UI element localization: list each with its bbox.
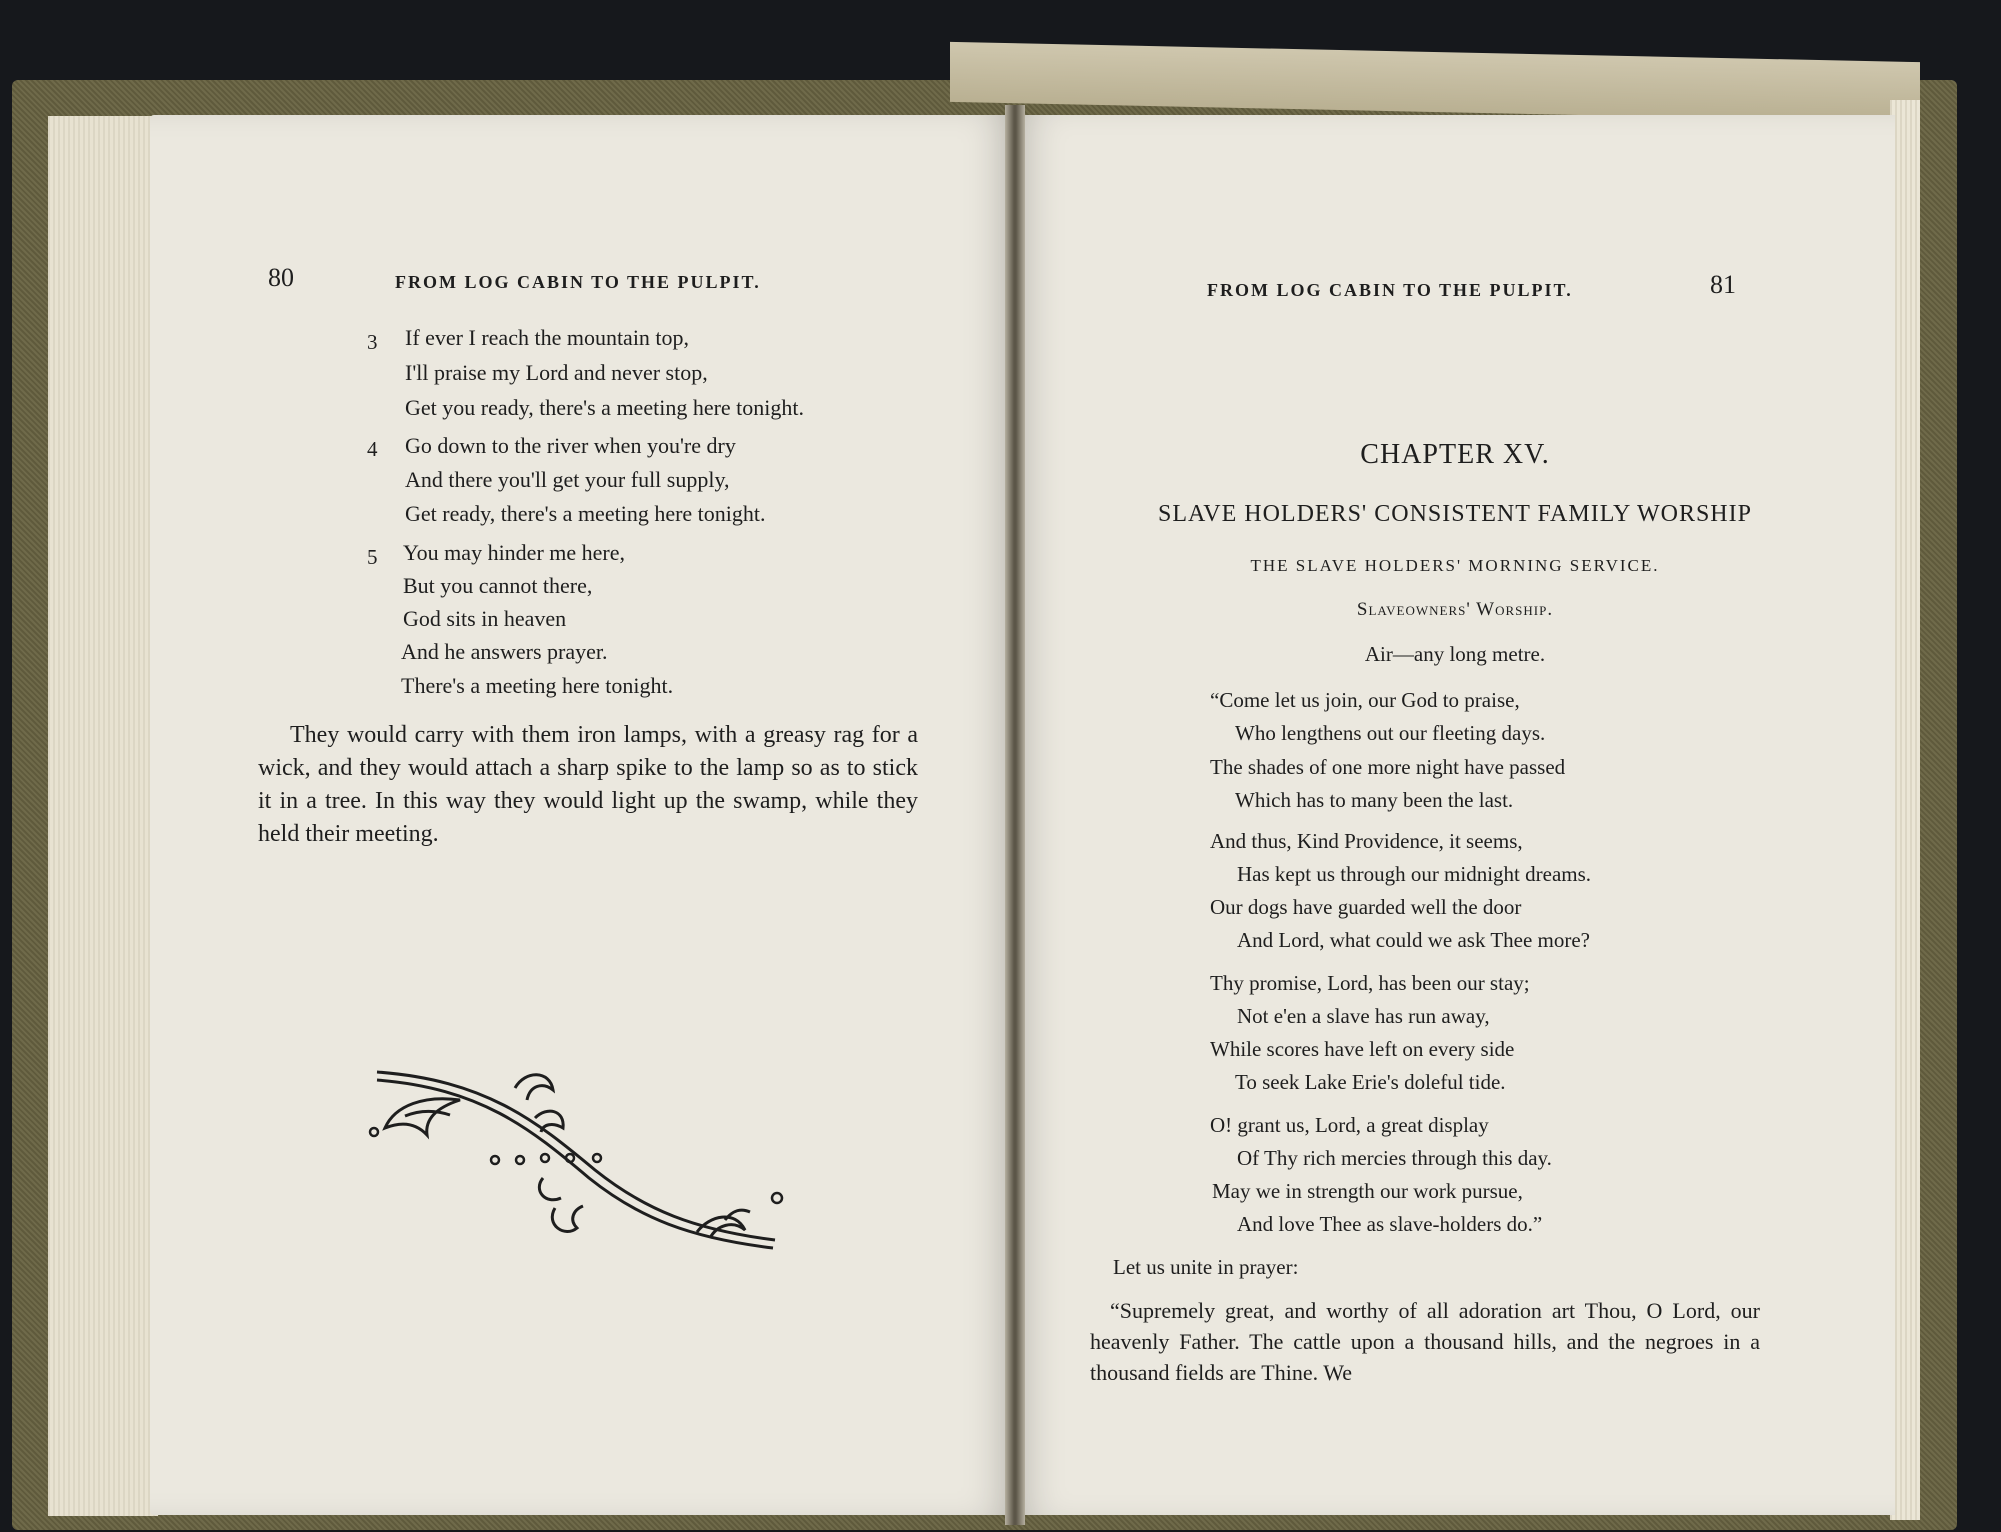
section-heading: Slaveowners' Worship. xyxy=(1356,599,1554,620)
hymn-line: Which has to many been the last. xyxy=(1235,788,1514,812)
hymn-line: Not e'en a slave has run away, xyxy=(1237,1004,1490,1028)
running-head-left: FROM LOG CABIN TO THE PULPIT. xyxy=(395,272,761,292)
hymn-line: Of Thy rich mercies through this day. xyxy=(1237,1146,1552,1170)
verse-line: And he answers prayer. xyxy=(401,639,608,664)
hymn-line: And love Thee as slave-holders do.” xyxy=(1237,1212,1543,1236)
hymn-line: And Lord, what could we ask Thee more? xyxy=(1237,928,1591,952)
hymn-line: Thy promise, Lord, has been our stay; xyxy=(1210,971,1530,995)
hymn-tune: Air—any long metre. xyxy=(1364,642,1546,666)
verse-line: Get you ready, there's a meeting here tonight. xyxy=(405,395,805,420)
hymn-line: To seek Lake Erie's doleful tide. xyxy=(1235,1070,1506,1094)
stanza-number: 5 xyxy=(367,545,378,569)
hymn-line: Has kept us through our midnight dreams. xyxy=(1237,862,1592,886)
hymn-line: While scores have left on every side xyxy=(1210,1037,1515,1061)
right-page xyxy=(1015,115,1895,1515)
hymn-line: Who lengthens out our fleeting days. xyxy=(1235,721,1546,745)
verse-line: God sits in heaven xyxy=(403,606,567,631)
left-page xyxy=(150,115,1015,1515)
verse-line: I'll praise my Lord and never stop, xyxy=(405,360,708,385)
hymn-line: And thus, Kind Providence, it seems, xyxy=(1210,829,1523,853)
flourish-ornament-icon xyxy=(365,1060,785,1260)
prayer-intro: Let us unite in prayer: xyxy=(1113,1255,1299,1279)
verse-line: You may hinder me here, xyxy=(403,540,625,565)
chapter-subtitle: THE SLAVE HOLDERS' MORNING SERVICE. xyxy=(1250,556,1660,575)
hymn-line: “Come let us join, our God to praise, xyxy=(1210,688,1520,712)
left-page-edges xyxy=(48,116,158,1516)
verse-line: If ever I reach the mountain top, xyxy=(405,325,690,350)
verse-line: And there you'll get your full supply, xyxy=(405,467,730,492)
chapter-title: SLAVE HOLDERS' CONSISTENT FAMILY WORSHIP xyxy=(1158,501,1752,527)
hymn-line: O! grant us, Lord, a great display xyxy=(1210,1113,1489,1137)
page-number-left: 80 xyxy=(268,263,294,292)
stanza-number: 4 xyxy=(367,437,378,461)
verse-line: Get ready, there's a meeting here tonight. xyxy=(405,501,766,526)
page-number-right: 81 xyxy=(1710,270,1736,299)
verse-line: Go down to the river when you're dry xyxy=(405,433,736,458)
verse-line: There's a meeting here tonight. xyxy=(401,673,674,698)
chapter-heading: CHAPTER XV. xyxy=(1360,439,1550,470)
hymn-line: May we in strength our work pursue, xyxy=(1212,1179,1523,1203)
hymn-line: The shades of one more night have passed xyxy=(1210,755,1566,779)
verse-line: But you cannot there, xyxy=(403,573,593,598)
body-paragraph: They would carry with them iron lamps, with a greasy rag for a wick, and they would attach a sharp spike to the lamp so as to stick it in a tree. In this way they would light up the swamp, while they held their meeting. xyxy=(258,722,918,847)
prayer-paragraph: “Supremely great, and worthy of all adoration art Thou, O Lord, our heavenly Father. The cattle upon a thousand hills, and the negroes in a thousand fields are Thine. We xyxy=(1090,1298,1760,1385)
book-gutter xyxy=(1005,105,1025,1525)
stanza-number: 3 xyxy=(367,330,378,354)
hymn-line: Our dogs have guarded well the door xyxy=(1210,895,1522,919)
running-head-right: FROM LOG CABIN TO THE PULPIT. xyxy=(1207,280,1573,300)
